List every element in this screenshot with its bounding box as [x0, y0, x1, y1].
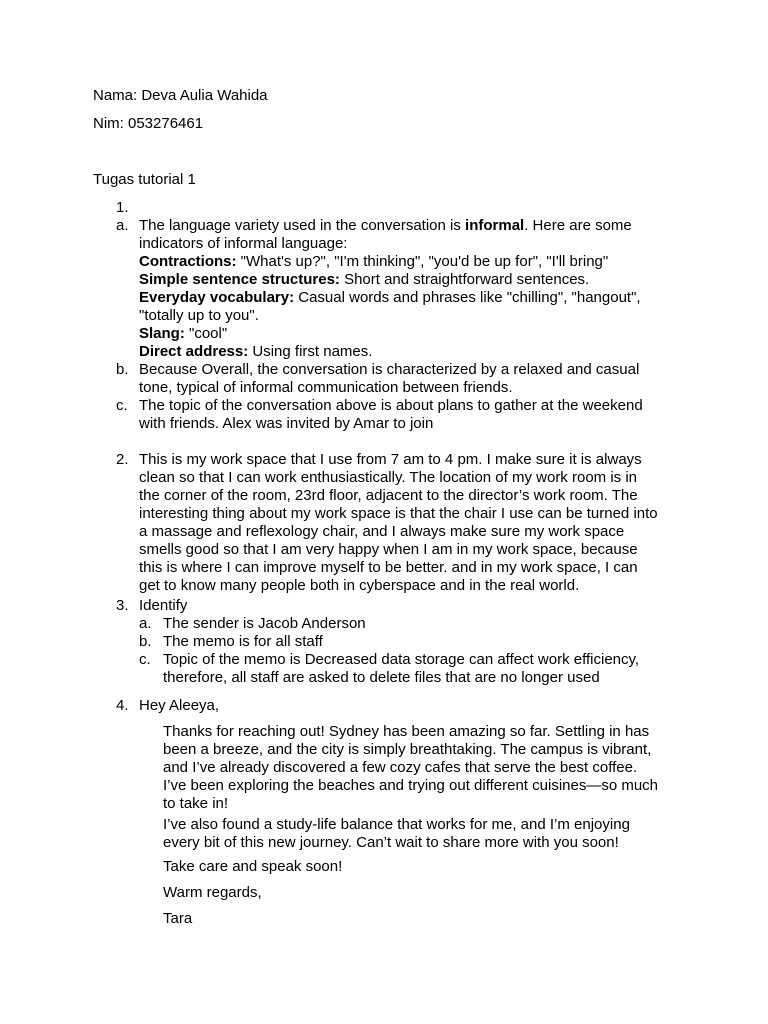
q1a-marker: a.	[116, 217, 129, 234]
q3c-marker: c.	[139, 651, 151, 668]
q3-title: Identify	[139, 597, 188, 614]
letter-line: and I’ve already discovered a few cozy cafes that serve the best coffee.	[163, 759, 638, 776]
letter-line: been a breeze, and the city is simply breathtaking. The campus is vibrant,	[163, 741, 652, 758]
q3c-content	[163, 651, 639, 687]
q1a-direct-address: Direct address: Using first names.	[139, 343, 373, 360]
q1a-contractions: Contractions: "What's up?", "I'm thinking", "you'd be up for", "I'll bring"	[139, 253, 609, 270]
q1b-marker: b.	[116, 361, 129, 378]
q2-line: interesting thing about my work space is that the chair I use can be turned into	[139, 505, 658, 522]
letter-greeting: Hey Aleeya,	[139, 697, 220, 714]
q2-line: this is where I can improve myself to be better. and in my work space, I can	[139, 559, 638, 576]
letter-closing: Take care and speak soon!	[163, 858, 343, 875]
q1a-intro: The language variety used in the conversation is informal. Here are some	[139, 217, 632, 234]
letter-line: to take in!	[163, 795, 229, 812]
q1-number: 1.	[116, 199, 129, 216]
letter-sign-off: Warm regards,	[163, 884, 262, 901]
q2-line: This is my work space that I use from 7 am to 4 pm. I make sure it is always	[139, 451, 642, 468]
q2-content	[139, 451, 658, 595]
q2-line: clean so that I can work enthusiastically. The location of my work room is in	[139, 469, 637, 486]
q1a-slang: Slang: "cool"	[139, 325, 228, 342]
q1c-line: The topic of the conversation above is about plans to gather at the weekend	[139, 397, 643, 414]
assignment-title: Tugas tutorial 1	[93, 171, 196, 188]
q2-line: smells good so that I am very happy when I am in my work space, because	[139, 541, 638, 558]
q3b-text: The memo is for all staff	[163, 633, 323, 650]
q3c-line: Topic of the memo is Decreased data storage can affect work efficiency,	[163, 651, 640, 668]
q3c-line: therefore, all staff are asked to delete files that are no longer used	[163, 669, 600, 686]
q1a-content	[139, 217, 641, 361]
q3b-marker: b.	[139, 633, 152, 650]
q3a-marker: a.	[139, 615, 152, 632]
q1a-intro-cont: indicators of informal language:	[139, 235, 348, 252]
q1c-marker: c.	[116, 397, 128, 414]
q2-number: 2.	[116, 451, 129, 468]
q4-number: 4.	[116, 697, 129, 714]
q2-line: a massage and reflexology chair, and I always make sure my work space	[139, 523, 625, 540]
letter-line: every bit of this new journey. Can’t wait to share more with you soon!	[163, 834, 619, 851]
q3a-text: The sender is Jacob Anderson	[163, 615, 366, 632]
q1b-line: Because Overall, the conversation is characterized by a relaxed and casual	[139, 361, 640, 378]
letter-line: I’ve been exploring the beaches and trying out different cuisines—so much	[163, 777, 659, 794]
letter-line: Thanks for reaching out! Sydney has been amazing so far. Settling in has	[163, 723, 650, 740]
q3-number: 3.	[116, 597, 129, 614]
q2-line: get to know many people both in cyberspace and in the real world.	[139, 577, 580, 594]
q2-line: the corner of the room, 23rd floor, adjacent to the director’s work room. The	[139, 487, 638, 504]
q1b-line: tone, typical of informal communication between friends.	[139, 379, 513, 396]
letter-signature: Tara	[163, 910, 193, 927]
letter-paragraph-1	[163, 723, 658, 813]
q1a-vocabulary-cont: "totally up to you".	[139, 307, 259, 324]
q1c-content	[139, 397, 643, 433]
q1c-line: with friends. Alex was invited by Amar to join	[139, 415, 434, 432]
q1a-simple-structures: Simple sentence structures: Short and straightforward sentences.	[139, 271, 590, 288]
student-nim: Nim: 053276461	[93, 115, 204, 132]
q1b-content	[139, 361, 639, 397]
student-name: Nama: Deva Aulia Wahida	[93, 87, 268, 104]
letter-line: I’ve also found a study-life balance that works for me, and I’m enjoying	[163, 816, 630, 833]
letter-paragraph-2	[163, 816, 630, 852]
q1a-everyday-vocabulary: Everyday vocabulary: Casual words and phrases like "chilling", "hangout",	[139, 289, 641, 306]
